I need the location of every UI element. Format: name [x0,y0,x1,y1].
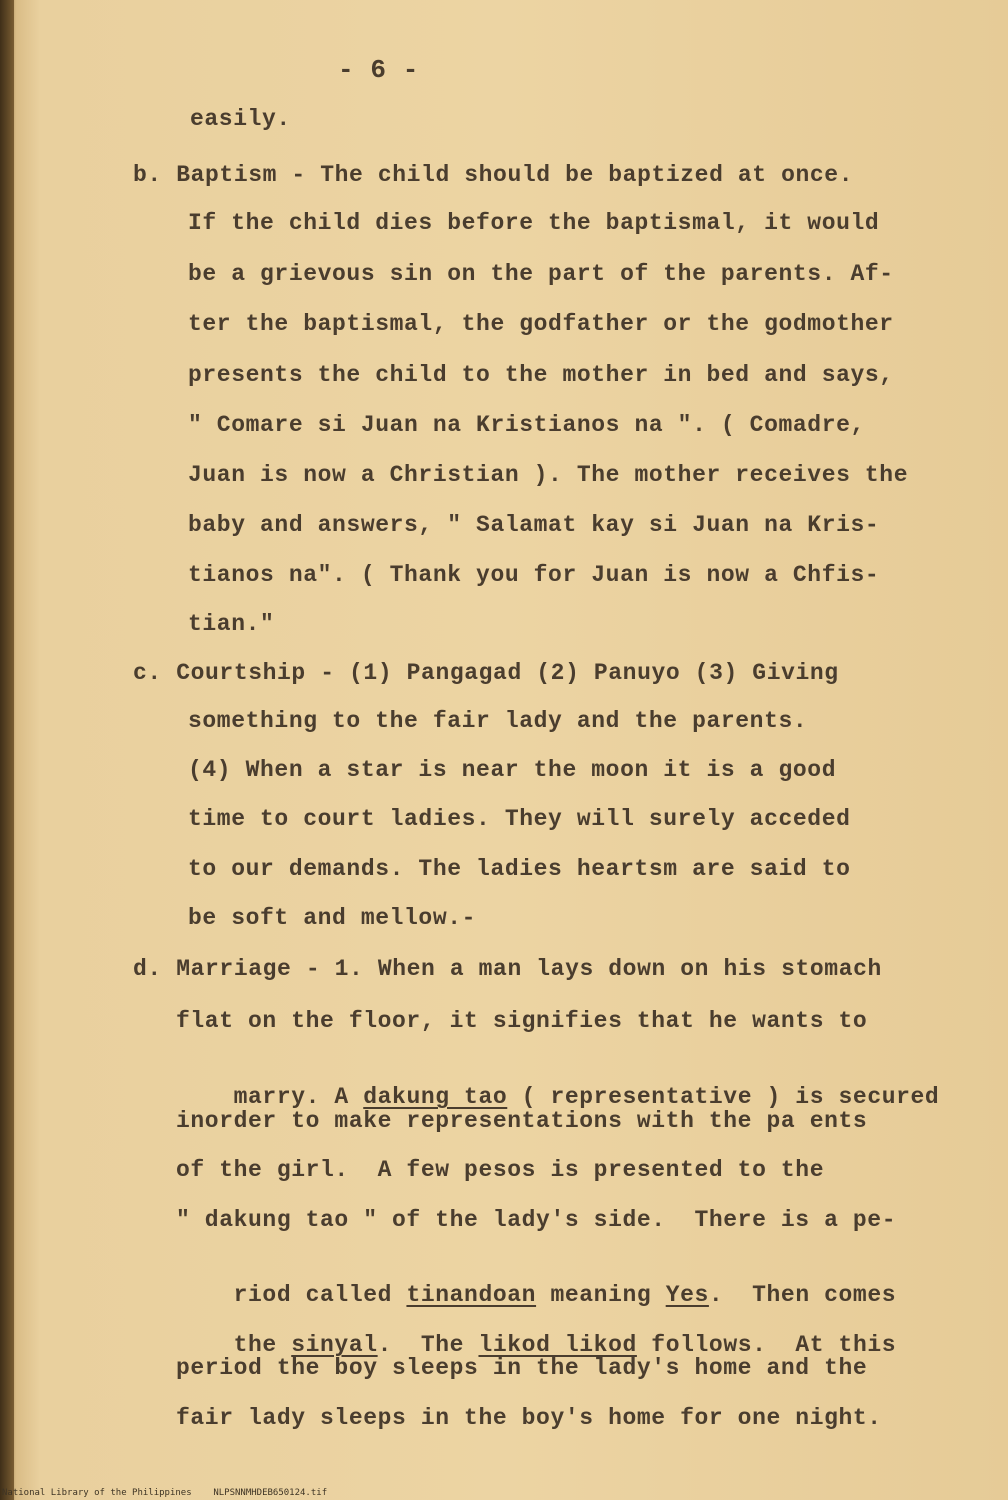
text-line: be a grievous sin on the part of the parents. Af- [188,261,894,287]
text-segment: riod called [233,1282,407,1308]
underlined-term: sinyal [291,1332,378,1358]
text-line: to our demands. The ladies heartsm are said to [188,856,851,882]
text-segment: ( representative ) is secured [507,1084,940,1110]
text-segment: the [233,1332,292,1358]
text-line: something to the fair lady and the parents. [188,708,808,734]
text-line: (4) When a star is near the moon it is a good [188,757,837,783]
text-line: tian." [188,611,275,637]
page-number: - 6 - [338,55,420,85]
text-line: time to court ladies. They will surely acceded [188,806,851,832]
text-line: easily. [190,106,291,132]
text-line: c. Courtship - (1) Pangagad (2) Panuyo (3) Giving [133,660,839,686]
text-line: " dakung tao " of the lady's side. There is a pe- [176,1207,897,1233]
text-line: ter the baptismal, the godfather or the godmother [188,311,894,337]
text-line: " Comare si Juan na Kristianos na ". ( Comadre, [188,412,865,438]
text-line: d. Marriage - 1. When a man lays down on his stomach [133,956,882,982]
text-line: presents the child to the mother in bed and says, [188,362,894,388]
book-binding-edge [0,0,14,1500]
text-segment: meaning [536,1282,666,1308]
text-segment: follows. At this [636,1332,897,1358]
text-line: inorder to make representations with the pa ents [176,1108,868,1134]
underlined-term: dakung tao [363,1084,508,1110]
text-line: flat on the floor, it signifies that he wants to [176,1008,868,1034]
archive-footer: National Library of the Philippines NLPSNNMHDEB650124.tif [2,1488,328,1498]
text-line: tianos na". ( Thank you for Juan is now a Chfis- [188,562,880,588]
text-line: If the child dies before the baptismal, it would [188,210,880,236]
text-line: baby and answers, " Salamat kay si Juan na Kris- [188,512,880,538]
text-line: of the girl. A few pesos is presented to the [176,1157,825,1183]
text-line: b. Baptism - The child should be baptized at once. [133,162,854,188]
text-line: Juan is now a Christian ). The mother receives the [188,462,909,488]
text-segment: . Then comes [708,1282,897,1308]
underlined-term: tinandoan [406,1282,537,1308]
text-segment: marry. A [233,1084,364,1110]
underlined-term: likod likod [478,1332,637,1358]
underlined-term: Yes [665,1282,709,1308]
text-line: period the boy sleeps in the lady's home and the [176,1355,868,1381]
text-line: fair lady sleeps in the boy's home for one night. [176,1405,882,1431]
text-line: be soft and mellow.- [188,905,477,931]
text-segment: . The [377,1332,479,1358]
